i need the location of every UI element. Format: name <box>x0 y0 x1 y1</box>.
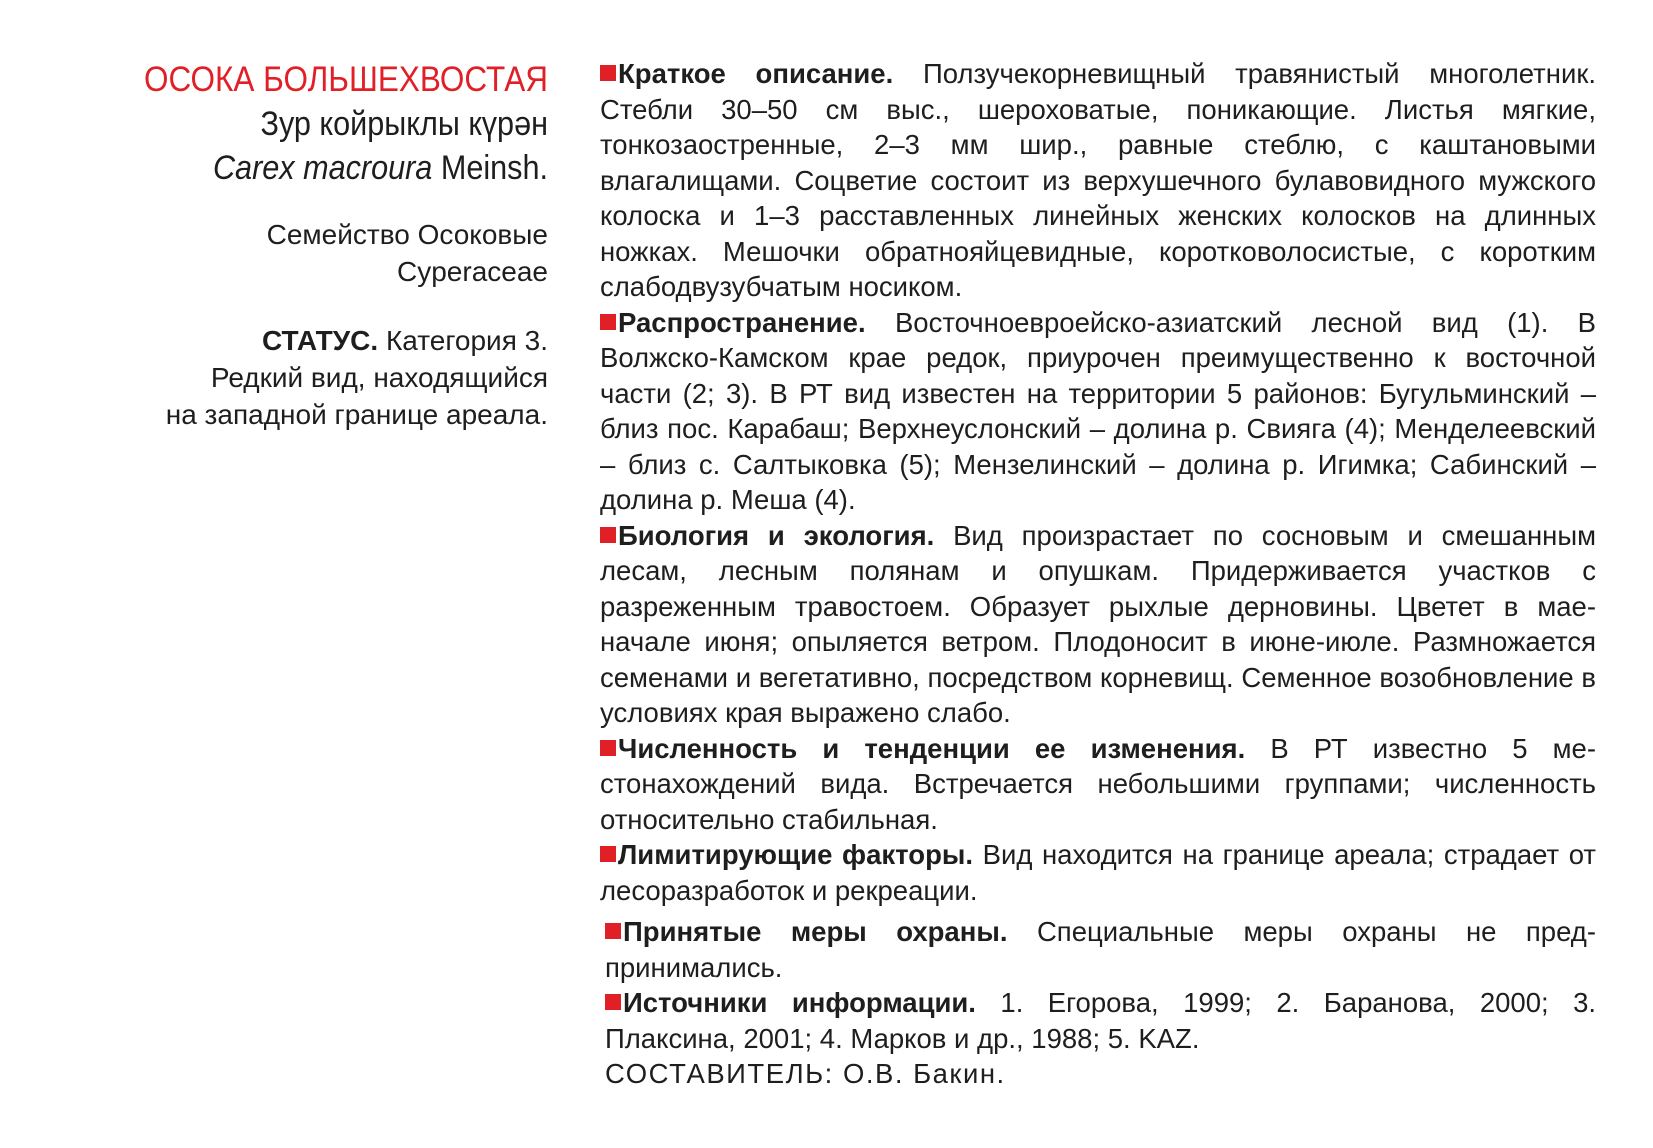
section-heading: Распространение. <box>618 306 866 338</box>
compiler-credit: СОСТАВИТЕЛЬ: О.В. Бакин. <box>605 1058 1006 1089</box>
section-text: Восточноевроейско-азиатский лесной вид (1). В Волжско-Камском крае редок, приурочен преимущественно к восточной части (2; 3). В РТ вид известен на территории 5 районов: Бугульминский – близ пос. Карабаш; Верхнеуслонский – долина р. Свияга (4); Менделеевский – близ с. Салтыковка (5); Мензелинский – долина р. Игимка; Сабинский – долина р. Меша (4). <box>600 306 1596 515</box>
section-bullet-icon <box>600 65 616 81</box>
species-name-tatar: Зур койрыклы күрән <box>260 105 548 143</box>
status-category: Категория 3. <box>385 325 548 356</box>
section-text: Ползучекорневищный травянистый многолетник. Стебли 30–50 см выс., шероховатые, поникающие. Листья мягкие, тонкозаостренные, 2–3 мм шир., равные стеблю, с каштановыми влагалищами. Соцветие состоит из верхушечного булавовидного мужского колоска и 1–3 расставленных линейных женских колосков на длинных ножках. Мешочки обратнояйцевидные, коротковолосистые, с коротким слабодвузубчатым носиком. <box>600 58 1597 302</box>
section-limiting-factors <box>600 837 1596 908</box>
section-biology <box>600 518 1596 731</box>
status-description-line1: Редкий вид, находящийся <box>210 362 548 393</box>
section-heading: Биология и экология. <box>618 519 935 551</box>
section-heading: Лимитирующие факторы. <box>618 839 973 870</box>
section-description <box>600 56 1596 305</box>
section-heading: Численность и тенденции ее изменения. <box>618 732 1246 764</box>
section-text: В РТ известно 5 местонахождений вида. Встречается небольшими группами; численность относительно стабильная. <box>600 732 1597 835</box>
section-text: 1. Егорова, 1999; 2. Баранова, 2000; 3. Плаксина, 2001; 4. Марков и др., 1988; 5. KAZ. <box>605 987 1597 1054</box>
section-bullet-icon <box>600 527 616 543</box>
section-bullet-icon <box>600 740 616 756</box>
latin-binomial: Carex macroura <box>212 149 433 187</box>
section-text: Вид произрастает по сосновым и смешанным лесам, лесным полянам и опушкам. Придерживается участков с разреженным травостоем. Образует рыхлые дерновины. Цветет в мае-начале июня; опыляется ветром. Плодоносит в июне-июле. Размножается семенами и вегетативно, посредством корневищ. Семенное возобновление в условиях края выражено слабо. <box>600 519 1597 728</box>
section-sources <box>600 985 1596 1056</box>
section-heading: Источники информации. <box>623 987 976 1018</box>
status-description-line2: на западной границе ареала. <box>165 399 548 430</box>
section-bullet-icon <box>600 314 616 330</box>
section-bullet-icon <box>605 994 621 1010</box>
family-block <box>60 216 548 290</box>
species-name-russian: ОСОКА БОЛЬШЕХВОСТАЯ <box>143 60 548 99</box>
section-protection-measures <box>600 914 1596 985</box>
section-population <box>600 731 1596 838</box>
section-text: Специальные меры охраны не предпринимались. <box>605 916 1596 983</box>
section-text: Вид находится на границе ареала; страдает от лесоразработок и рекреации. <box>600 839 1597 906</box>
status-label: СТАТУС. <box>261 325 379 356</box>
article-body <box>600 56 1596 1092</box>
status-block <box>60 322 548 433</box>
section-bullet-icon <box>600 846 616 862</box>
latin-author: Meinsh. <box>440 149 548 187</box>
section-bullet-icon <box>605 923 621 939</box>
family-name-russian: Семейство Осоковые <box>266 219 548 250</box>
species-header <box>60 58 548 433</box>
section-heading: Краткое описание. <box>618 58 894 89</box>
family-name-latin: Cyperaceae <box>397 256 548 287</box>
section-heading: Принятые меры охраны. <box>623 916 1008 947</box>
section-distribution <box>600 305 1596 518</box>
species-name-latin <box>109 146 548 190</box>
